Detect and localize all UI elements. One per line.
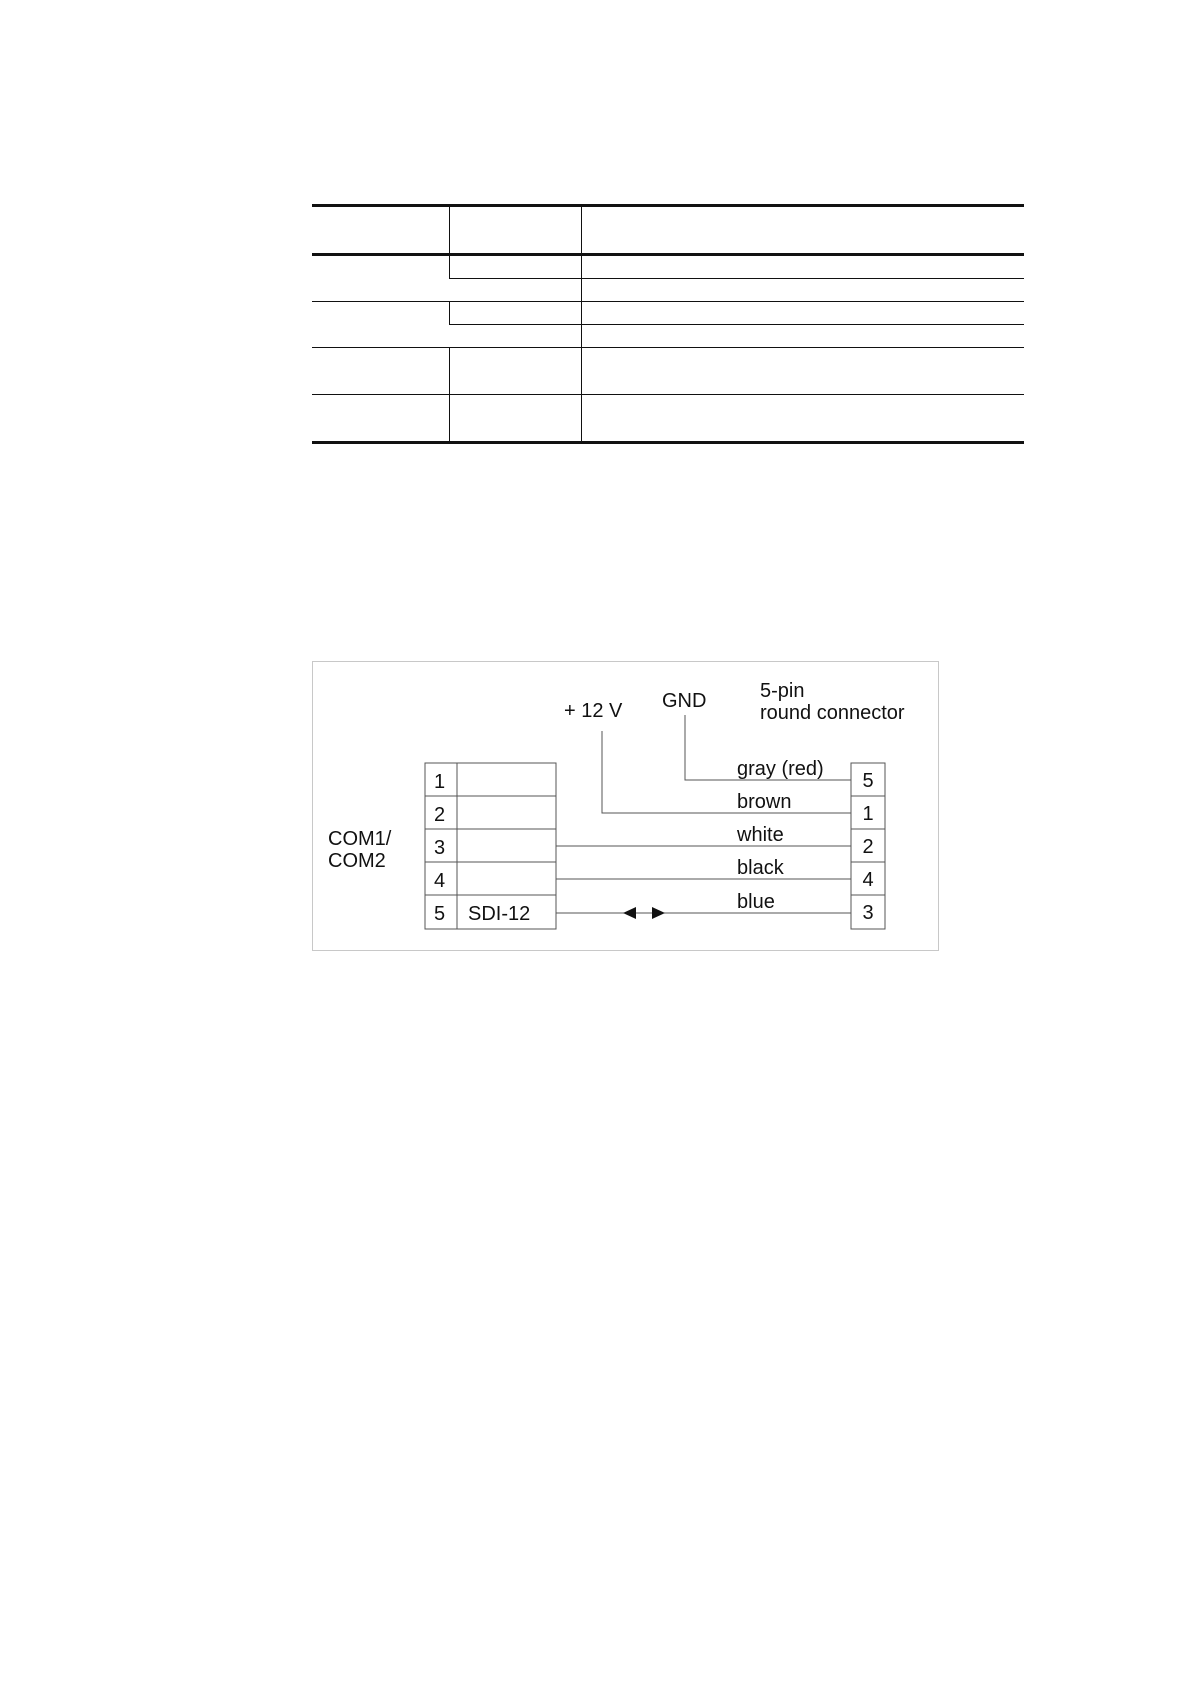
table-row [312,255,1024,279]
table-cell [312,302,449,348]
connector-pin-number: 5 [862,770,874,792]
table-header-cell [581,206,1024,255]
connector-pin-number: 3 [862,902,874,924]
connector-label: round connector [760,702,905,724]
table-cell [312,348,449,395]
table-cell [312,255,449,302]
port-pin-number: 4 [434,870,446,892]
table-cell [581,302,1024,325]
port-pin-number: 1 [434,771,446,793]
wire-color-label: blue [737,891,775,913]
pin-table [312,204,1024,444]
table-cell [581,348,1024,395]
table-cell [449,395,581,443]
table-header-row [312,206,1024,255]
connector-pin-number: 2 [862,836,874,858]
table-cell [312,395,449,443]
table-cell [581,255,1024,279]
wire-color-label: black [737,857,784,879]
table-cell [581,279,1024,302]
table-cell [449,348,581,395]
connector-label: 5-pin [760,680,805,702]
wire-color-label: white [737,824,784,846]
table-cell [449,325,581,348]
table-cell [449,279,581,302]
table-header-cell [312,206,449,255]
wiring-diagram [312,661,939,951]
table-cell [581,395,1024,443]
ground-label: GND [662,690,707,712]
port-label: COM2 [328,850,386,872]
connector-pin-number: 1 [862,803,874,825]
supply-label: + 12 V [564,700,623,722]
table-row [312,348,1024,395]
wire-color-label: gray (red) [737,758,824,780]
connector-pin-number: 4 [862,869,874,891]
table-cell [581,325,1024,348]
wire-color-label: brown [737,791,792,813]
port-pin-number: 2 [434,804,446,826]
table-cell [449,255,581,279]
port-pin-number: 5 [434,903,446,925]
table-header-cell [449,206,581,255]
port-pin-function: SDI-12 [468,903,531,925]
port-pin-number: 3 [434,837,446,859]
port-label: COM1/ [328,828,392,850]
table-row [312,302,1024,325]
table-cell [449,302,581,325]
table-row [312,395,1024,443]
